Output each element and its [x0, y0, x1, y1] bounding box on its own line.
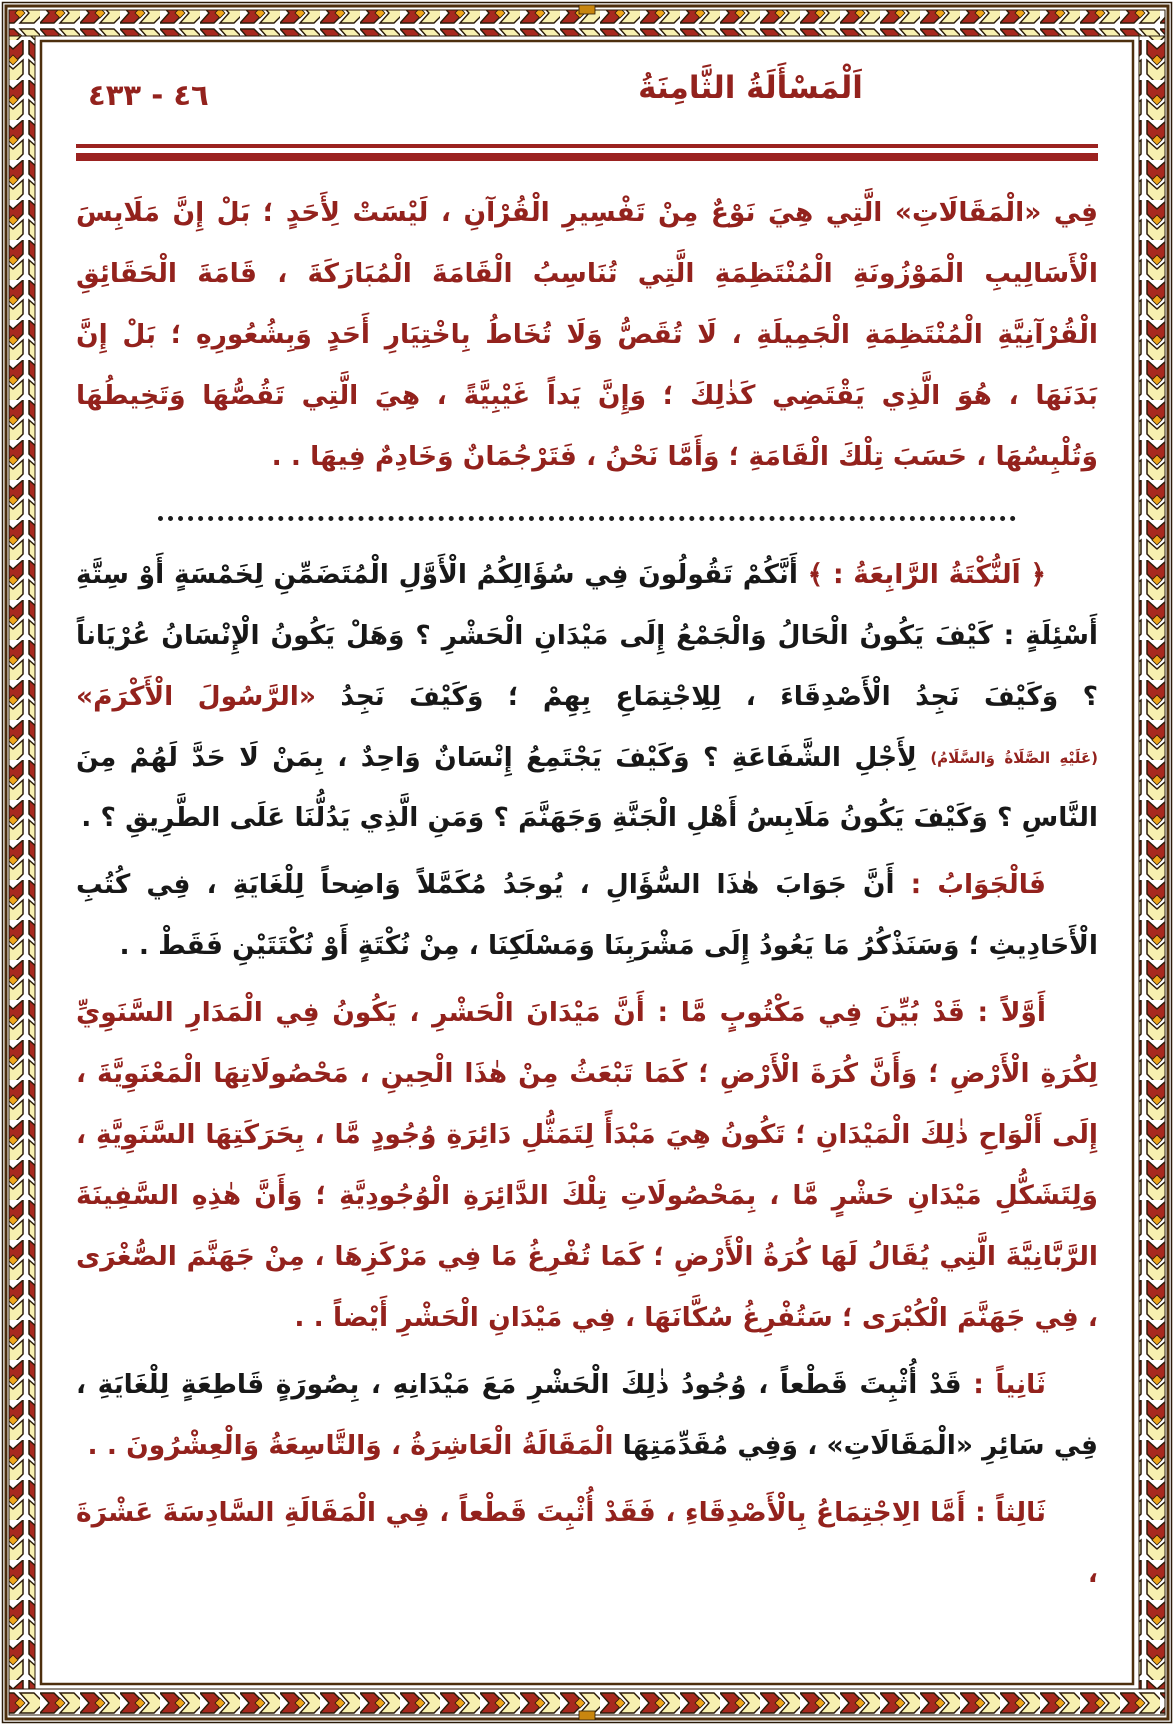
paragraph-answer	[76, 855, 1098, 977]
paragraph-second-point	[76, 1355, 1098, 1477]
page-number: ٤٦ - ٤٣٣	[88, 78, 209, 112]
fourth-point-heading: ﴿ اَلنُّكْتَةُ الرَّابِعَةُ : ﴾	[797, 558, 1046, 590]
paragraph-intro	[76, 183, 1098, 488]
page-header	[76, 70, 1098, 130]
honorific-mark: (عَلَيْهِ الصَّلَاةُ وَالسَّلَامُ)	[930, 748, 1098, 767]
body-text	[76, 183, 1098, 1605]
fourth-point-questions-a: أَنَّكُمْ تَقُولُونَ فِي سُؤَالِكُمُ الْأَوَّلِ الْمُتَضَمِّنِ لِخَمْسَةٍ أَوْ سِتَّةِ أَسْئِلَةٍ : كَيْفَ يَكُونُ الْحَالُ وَالْجَمْعُ إِلَى مَيْدَانِ الْحَشْرِ ؟ وَهَلْ يَكُونُ الْإِنْسَانُ عُرْيَاناً ؟ وَكَيْفَ نَجِدُ الْأَصْدِقَاءَ ، لِلِاجْتِمَاعِ بِهِمْ ؛ وَكَيْفَ نَجِدُ	[76, 558, 1098, 712]
first-point-text: أَوَّلاً : قَدْ بُيِّنَ فِي مَكْتُوبٍ مَّا : أَنَّ مَيْدَانَ الْحَشْرِ ، يَكُونُ فِي الْمَدَارِ السَّنَوِيِّ لِكُرَةِ الْأَرْضِ ؛ وَأَنَّ كُرَةَ الْأَرْضِ ؛ كَمَا تَبْعَثُ مِنْ هٰذَا الْحِينِ ، مَحْصُولَاتِهَا الْمَعْنَوِيَّةَ ، إِلَى أَلْوَاحِ ذٰلِكَ الْمَيْدَانِ ؛ تَكُونُ هِيَ مَبْدَأً لِتَمَثُّلِ دَائِرَةِ وُجُودٍ مَّا ، بِحَرَكَتِهَا السَّنَوِيَّةِ ، وَلِتَشَكُّلِ مَيْدَانِ حَشْرٍ مَّا ، بِمَحْصُولَاتِ تِلْكَ الدَّائِرَةِ الْوُجُودِيَّةِ ؛ وَأَنَّ هٰذِهِ السَّفِينَةَ الرَّبَّانِيَّةَ الَّتِي يُقَالُ لَهَا كُرَةُ الْأَرْضِ ؛ كَمَا تُفْرِغُ مَا فِي مَرْكَزِهَا ، مِنْ جَهَنَّمَ الصُّغْرَى ، فِي جَهَنَّمَ الْكُبْرَى ؛ سَتُفْرِغُ سُكَّانَهَا ، فِي مَيْدَانِ الْحَشْرِ أَيْضاً . .	[76, 997, 1098, 1333]
page-title: اَلْمَسْأَلَةُ الثَّامِنَةُ	[638, 70, 863, 106]
second-point-lead: ثَانِياً :	[961, 1368, 1047, 1400]
dotted-separator	[158, 516, 1016, 521]
answer-text: أَنَّ جَوَابَ هٰذَا السُّؤَالِ ، يُوجَدُ مُكَمَّلاً وَاضِحاً لِلْغَايَةِ ، فِي كُتُبِ الْأَحَادِيثِ ؛ وَسَنَذْكُرُ مَا يَعُودُ إِلَى مَشْرَبِنَا وَمَسْلَكِنَا ، مِنْ نُكْتَةٍ أَوْ نُكْتَتَيْنِ فَقَطْ . .	[76, 869, 1098, 962]
rasul-akram-phrase: «الرَّسُولَ الْأَكْرَمَ»	[76, 680, 316, 712]
paragraph-intro-text: فِي «الْمَقَالَاتِ» الَّتِي هِيَ نَوْعٌ مِنْ تَفْسِيرِ الْقُرْآنِ ، لَيْسَتْ لِأَحَدٍ ؛ بَلْ إِنَّ مَلَابِسَ الْأَسَالِيبِ الْمَوْزُونَةِ الْمُنْتَظِمَةِ الَّتِي تُنَاسِبُ الْقَامَةَ الْمُبَارَكَةَ ، قَامَةَ الْحَقَائِقِ الْقُرْآنِيَّةِ الْمُنْتَظِمَةِ الْجَمِيلَةِ ، لَا تُقَصُّ وَلَا تُخَاطُ بِاخْتِيَارِ أَحَدٍ وَبِشُعُورِهِ ؛ بَلْ إِنَّ بَدَنَهَا ، هُوَ الَّذِي يَقْتَضِي كَذٰلِكَ ؛ وَإِنَّ يَداً غَيْبِيَّةً ، هِيَ الَّتِي تَقُصُّهَا وَتَخِيطُهَا وَتُلْبِسُهَا ، حَسَبَ تِلْكَ الْقَامَةِ ؛ وَأَمَّا نَحْنُ ، فَتَرْجُمَانٌ وَخَادِمٌ فِيهَا . .	[76, 197, 1098, 472]
page-content	[48, 48, 1126, 1677]
paragraph-third-point	[76, 1483, 1098, 1605]
divider-thick-bar	[76, 153, 1098, 161]
answer-lead: فَالْجَوَابُ :	[894, 869, 1047, 901]
second-point-tail: الْمَقَالَةُ الْعَاشِرَةُ ، وَالتَّاسِعَةُ وَالْعِشْرُونَ . .	[87, 1429, 614, 1461]
paragraph-fourth-point	[76, 545, 1098, 850]
third-point-text: ثَالِثاً : أَمَّا الِاجْتِمَاعُ بِالْأَصْدِقَاءِ ، فَقَدْ أُثْبِتَ قَطْعاً ، فِي الْمَقَالَةِ السَّادِسَةَ عَشْرَةَ ،	[76, 1496, 1098, 1589]
second-point-text: قَدْ أُثْبِتَ قَطْعاً ، وُجُودُ ذٰلِكَ الْحَشْرِ مَعَ مَيْدَانِهِ ، بِصُورَةٍ قَاطِعَةٍ لِلْغَايَةِ ، فِي سَائِرِ «الْمَقَالَاتِ» ، وَفِي مُقَدِّمَتِهَا	[76, 1368, 1098, 1461]
paragraph-first-point	[76, 983, 1098, 1349]
header-divider	[76, 144, 1098, 161]
fourth-point-questions-b: لِأَجْلِ الشَّفَاعَةِ ؟ وَكَيْفَ يَجْتَمِعُ إِنْسَانٌ وَاحِدٌ ، بِمَنْ لَا حَدَّ لَهُمْ مِنَ النَّاسِ ؟ وَكَيْفَ يَكُونُ مَلَابِسُ أَهْلِ الْجَنَّةِ وَجَهَنَّمَ ؟ وَمَنِ الَّذِي يَدُلُّنَا عَلَى الطَّرِيقِ ؟ .	[76, 741, 1098, 834]
